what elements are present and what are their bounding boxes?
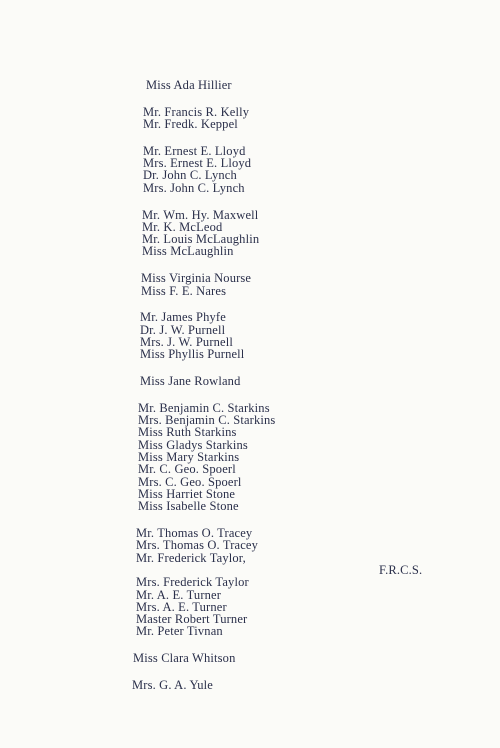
passenger-name: Mrs. Thomas O. Tracey	[136, 538, 259, 553]
passenger-list	[0, 79, 500, 706]
passenger-name: Mr. Thomas O. Tracey	[136, 526, 253, 541]
passenger-name: Miss Gladys Starkins	[138, 437, 248, 452]
passenger-group	[0, 375, 500, 387]
passenger-name: Master Robert Turner	[136, 612, 248, 627]
passenger-group	[0, 145, 500, 194]
passenger-group	[0, 402, 500, 513]
passenger-group	[0, 272, 500, 297]
passenger-name: Mr. Fredk. Keppel	[143, 117, 238, 132]
passenger-name: Mrs. A. E. Turner	[136, 599, 227, 614]
passenger-name: Miss F. E. Nares	[141, 283, 227, 298]
passenger-name: Mrs. Ernest E. Lloyd	[143, 156, 252, 171]
passenger-name: Miss Ada Hillier	[146, 78, 232, 92]
passenger-group	[0, 527, 500, 638]
passenger-name: Miss Ruth Starkins	[138, 425, 237, 440]
passenger-name: Mr. Francis R. Kelly	[143, 104, 250, 119]
passenger-name: Mrs. Frederick Taylor	[136, 575, 249, 590]
passenger-name: Miss Harriet Stone	[138, 486, 236, 501]
passenger-name: Mrs. Benjamin C. Starkins	[138, 413, 276, 428]
passenger-name: Miss Virginia Nourse	[141, 271, 252, 286]
passenger-name: Dr. J. W. Purnell	[140, 322, 226, 337]
passenger-name: Mr. Peter Tivnan	[136, 624, 223, 639]
passenger-group	[0, 679, 500, 691]
passenger-name: Mr. Ernest E. Lloyd	[143, 143, 246, 158]
passenger-name: Mr. Louis McLaughlin	[142, 232, 260, 247]
passenger-name: Mr. James Phyfe	[140, 310, 226, 325]
passenger-name: Mr. A. E. Turner	[136, 587, 222, 602]
passenger-name: Miss Clara Whitson	[133, 651, 236, 666]
passenger-name: Mrs. J. W. Purnell	[140, 334, 233, 349]
passenger-name: Miss Mary Starkins	[138, 450, 240, 465]
passenger-name: Miss Phyllis Purnell	[140, 347, 245, 362]
passenger-name: Mrs. C. Geo. Spoerl	[138, 474, 242, 489]
passenger-name: Mr. K. McLeod	[142, 219, 223, 234]
passenger-name: Miss Isabelle Stone	[138, 499, 239, 514]
passenger-name: Dr. John C. Lynch	[143, 168, 237, 183]
passenger-name: Mrs. John C. Lynch	[143, 180, 245, 195]
passenger-group	[0, 209, 500, 258]
name-suffix-credential: F.R.C.S.	[379, 562, 423, 577]
passenger-name: Miss McLaughlin	[142, 244, 234, 259]
passenger-group	[0, 79, 500, 91]
passenger-name: Mrs. G. A. Yule	[132, 677, 213, 692]
passenger-name: Mr. Benjamin C. Starkins	[138, 400, 270, 415]
passenger-group	[0, 652, 500, 664]
passenger-name: Mr. Wm. Hy. Maxwell	[142, 207, 259, 222]
passenger-name: Miss Jane Rowland	[140, 374, 241, 389]
passenger-name: Mr. Frederick Taylor,	[136, 550, 246, 565]
passenger-group	[0, 106, 500, 131]
passenger-group	[0, 311, 500, 360]
passenger-name: Mr. C. Geo. Spoerl	[138, 462, 236, 477]
